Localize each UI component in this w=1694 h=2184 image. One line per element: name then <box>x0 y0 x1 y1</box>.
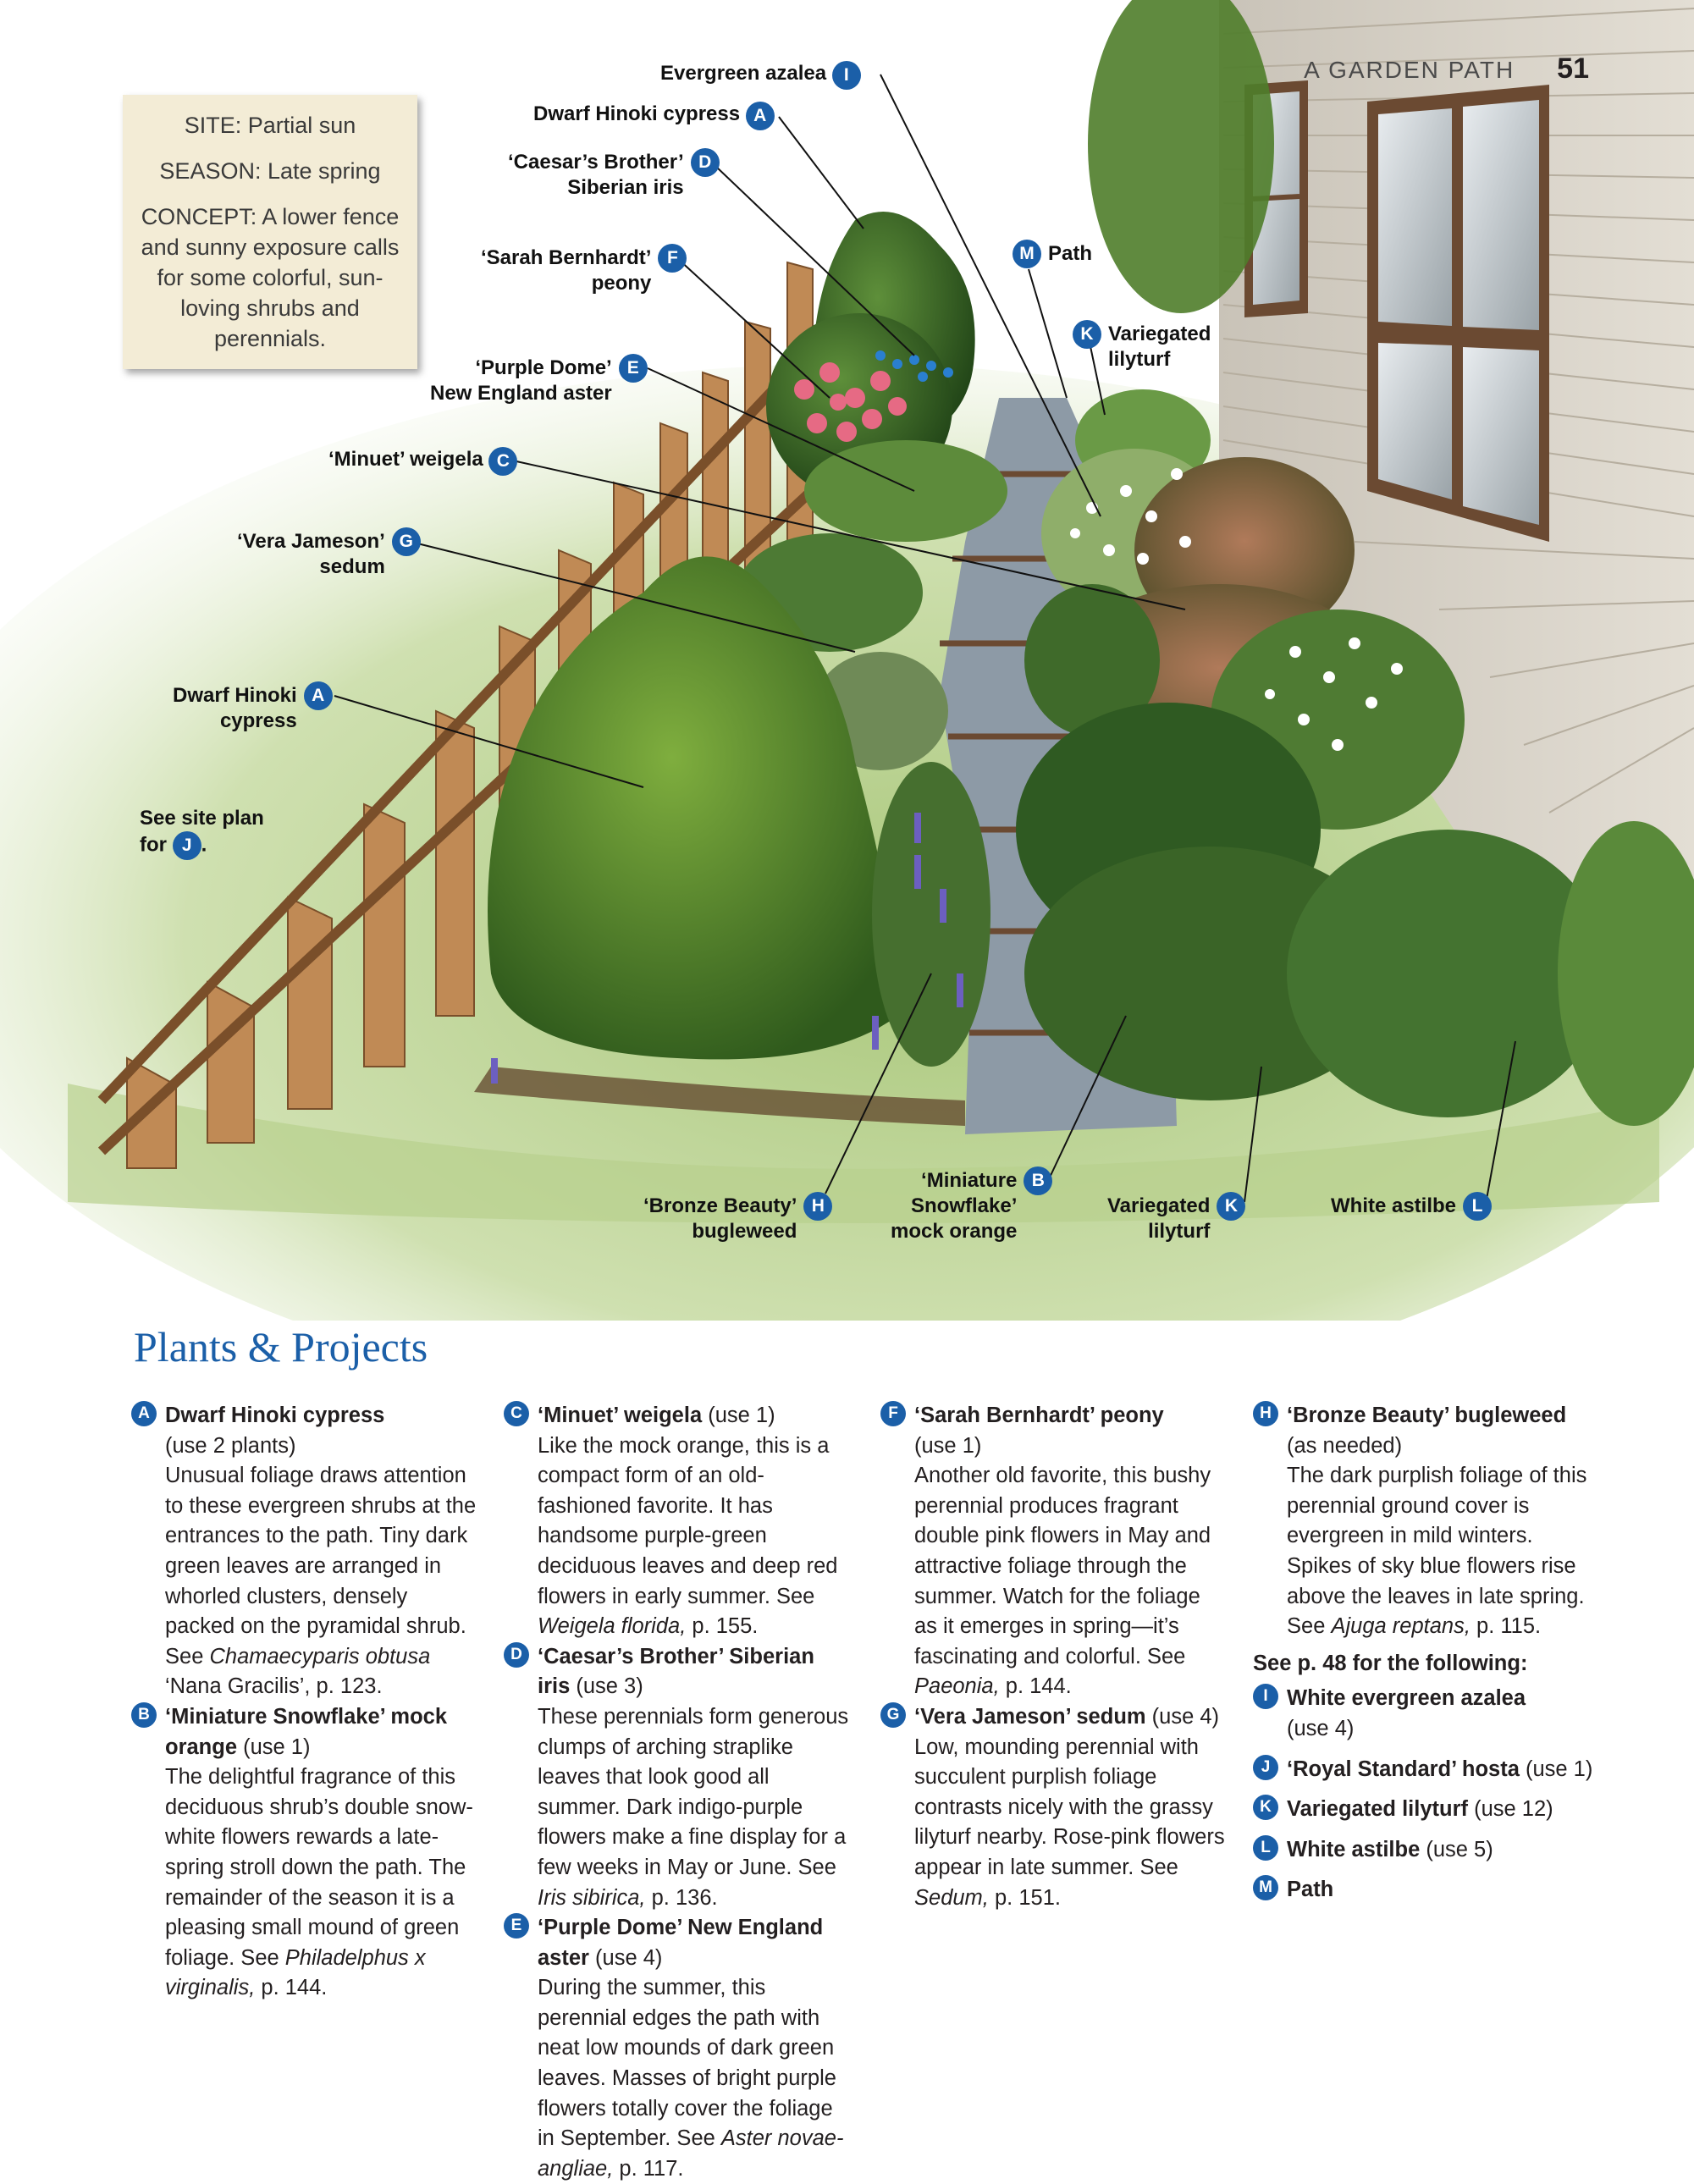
callout-lilyturf-top <box>1073 322 1211 372</box>
callout-dwarf-hinoki-top <box>533 102 775 130</box>
other-plant-j <box>1253 1755 1600 1785</box>
plant-badge: H <box>1253 1401 1278 1426</box>
plant-reference: Iris sibirica, <box>538 1885 646 1910</box>
callout-label-line2: Siberian iris <box>567 176 684 199</box>
callout-peony <box>481 245 687 296</box>
plant-badge: I <box>1253 1684 1278 1709</box>
plant-use: (use 4) <box>588 1945 663 1970</box>
callout-label: Variegated <box>1107 1194 1211 1217</box>
callout-badge: E <box>619 354 648 383</box>
callout-label-line2: bugleweed <box>692 1220 797 1243</box>
section-name: A GARDEN PATH <box>1304 57 1515 83</box>
callout-badge: L <box>1463 1192 1492 1221</box>
callout-label-line3: mock orange <box>891 1220 1018 1243</box>
callout-aster <box>430 356 648 406</box>
plant-use: (as needed) <box>1287 1433 1403 1458</box>
callout-label: White astilbe <box>1331 1194 1457 1217</box>
plant-badge: K <box>1253 1795 1278 1820</box>
plant-reference: Philadelphus x virginalis, <box>165 1945 426 2000</box>
callout-badge: A <box>746 102 775 130</box>
plant-badge: A <box>131 1401 157 1426</box>
callout-astilbe <box>1331 1194 1492 1221</box>
plant-reference-tail: p. 144. <box>255 1976 328 2000</box>
plant-reference: Aster novae-angliae, <box>538 2126 844 2181</box>
section-title: Plants & Projects <box>134 1323 428 1371</box>
callout-path <box>1013 241 1092 268</box>
plant-reference-tail: p. 115. <box>1470 1614 1542 1639</box>
callout-sedum <box>237 529 421 580</box>
plant-description: Another old favorite, this bushy perennial produces fragrant double pink flowers in May and attractive foliage through the summer. Watch for the foliage as it emerges in spring—it’s fascinating and colorful. See <box>914 1464 1211 1668</box>
plant-use: (use 4) <box>1287 1716 1355 1740</box>
callout-label-line2: New England aster <box>430 382 612 405</box>
plant-name: ‘Royal Standard’ hosta <box>1287 1757 1520 1781</box>
callout-label: ‘Miniature <box>921 1169 1018 1192</box>
plant-badge: D <box>504 1642 529 1668</box>
callout-label: ‘Minuet’ weigela <box>328 448 483 471</box>
callout-evergreen-azalea <box>660 61 861 90</box>
plant-name: ‘Miniature Snowflake’ mock orange <box>165 1704 448 1759</box>
callout-badge: F <box>658 244 687 273</box>
plant-entry-f <box>880 1401 1228 1702</box>
callout-badge: D <box>691 148 720 177</box>
plant-entry-h <box>1253 1401 1600 1642</box>
plant-badge: M <box>1253 1875 1278 1900</box>
running-header <box>1304 52 1589 85</box>
plant-name: Dwarf Hinoki cypress <box>165 1404 385 1427</box>
plant-name: ‘Minuet’ weigela <box>538 1404 703 1427</box>
plant-use: (use 2 plants) <box>165 1433 296 1458</box>
callout-siberian-iris <box>508 150 720 201</box>
callout-badge: B <box>1024 1166 1052 1195</box>
plant-name: White astilbe <box>1287 1837 1421 1861</box>
column-3 <box>880 1401 1228 1913</box>
plant-reference-tail: p. 144. <box>999 1674 1072 1699</box>
see-site-plan-line1: See site plan <box>140 807 264 830</box>
plant-entry-e <box>504 1913 851 2184</box>
callout-label: ‘Caesar’s Brother’ <box>508 151 684 174</box>
plant-use: (use 1) <box>1519 1757 1593 1781</box>
plant-entry-b <box>131 1702 478 2004</box>
other-plant-l <box>1253 1835 1600 1866</box>
plant-description: The dark purplish foliage of this perennial ground cover is evergreen in mild winters. Spikes of sky blue flowers rise above the leaves in late spring. See <box>1287 1464 1587 1639</box>
callout-label-line2: Snowflake’ <box>911 1194 1018 1217</box>
plant-badge: L <box>1253 1835 1278 1861</box>
plant-entry-d <box>504 1642 851 1913</box>
callout-badge: C <box>488 447 517 476</box>
season-text: SEASON: Late spring <box>159 158 381 184</box>
see-site-plan-suffix: . <box>201 833 207 857</box>
plant-name: ‘Bronze Beauty’ bugleweed <box>1287 1404 1567 1427</box>
callout-badge: M <box>1013 240 1041 268</box>
plant-use: (use 12) <box>1468 1797 1553 1822</box>
plant-name: ‘Sarah Bernhardt’ peony <box>914 1404 1164 1427</box>
column-4 <box>1253 1401 1600 1916</box>
callout-bugleweed <box>643 1194 832 1244</box>
callout-label: Dwarf Hinoki cypress <box>533 102 741 125</box>
callout-badge: K <box>1073 320 1101 349</box>
plant-description: During the summer, this perennial edges the path with neat low mounds of dark green leaves. Masses of bright purple flowers totally cover the foliage in September. See <box>538 1976 836 2151</box>
callout-label-line2: peony <box>591 272 652 295</box>
see-page-48-heading: See p. 48 for the following: <box>1253 1651 1528 1675</box>
callout-dwarf-hinoki-left <box>173 683 333 734</box>
plant-badge: J <box>1253 1755 1278 1780</box>
plant-reference-tail: p. 117. <box>613 2156 684 2181</box>
plant-use: (use 1) <box>702 1404 775 1427</box>
plant-name: ‘Purple Dome’ New England aster <box>538 1916 824 1970</box>
plant-name: Variegated lilyturf <box>1287 1797 1468 1822</box>
plant-entry-a <box>131 1401 478 1702</box>
callout-label: Path <box>1048 242 1093 265</box>
callout-label: ‘Vera Jameson’ <box>237 530 385 553</box>
other-plant-m <box>1253 1875 1600 1905</box>
plant-description: The delightful fragrance of this deciduous shrub’s double snow-white flowers rewards a late-spring stroll down the path. The remainder of the season it is a pleasing small mound of green foliage. See <box>165 1765 473 1970</box>
other-plant-i <box>1253 1684 1600 1744</box>
plant-use: (use 1) <box>914 1433 982 1458</box>
callout-badge: J <box>173 831 201 860</box>
callout-label-line2: lilyturf <box>1148 1220 1211 1243</box>
plant-badge: B <box>131 1702 157 1728</box>
plant-reference-tail: p. 155. <box>686 1614 759 1639</box>
callout-label: Dwarf Hinoki <box>173 684 297 707</box>
callout-label: Evergreen azalea <box>660 62 827 85</box>
plant-description: Like the mock orange, this is a compact form of an old-fashioned favorite. It has handsome purple-green deciduous leaves and deep red flowers in early summer. See <box>538 1433 838 1608</box>
column-1 <box>131 1401 478 2004</box>
site-text: SITE: Partial sun <box>184 113 356 138</box>
callout-weigela <box>328 447 517 476</box>
callout-label: ‘Sarah Bernhardt’ <box>481 246 652 269</box>
plant-reference-tail: p. 151. <box>988 1885 1061 1910</box>
concept-text: CONCEPT: A lower fence and sunny exposure calls for some colorful, sun-loving shrubs and perennials. <box>141 204 400 351</box>
plant-reference: Paeonia, <box>914 1674 1000 1699</box>
callout-label-line2: lilyturf <box>1108 348 1171 371</box>
plant-use: (use 4) <box>1145 1704 1220 1729</box>
page-number: 51 <box>1557 52 1589 85</box>
plant-badge: G <box>880 1702 906 1728</box>
plant-reference: Chamaecyparis obtusa <box>209 1644 431 1668</box>
plant-list <box>131 1401 1593 2181</box>
callout-label: ‘Purple Dome’ <box>475 356 612 379</box>
callout-mock-orange <box>891 1168 1052 1244</box>
callout-label-line2: cypress <box>219 709 297 732</box>
plant-reference-tail: p. 136. <box>645 1885 718 1910</box>
callout-badge: I <box>832 61 861 90</box>
callout-badge: H <box>803 1192 832 1221</box>
column-2 <box>504 1401 851 2184</box>
callout-label-line2: sedum <box>319 555 385 578</box>
callout-lilyturf-bottom <box>1107 1194 1245 1244</box>
other-plant-k <box>1253 1795 1600 1825</box>
plant-name: ‘Caesar’s Brother’ Siberian iris <box>538 1644 814 1699</box>
callout-label: ‘Bronze Beauty’ <box>643 1194 797 1217</box>
plant-use: (use 5) <box>1420 1837 1493 1861</box>
plant-badge: E <box>504 1913 529 1939</box>
callout-badge: K <box>1217 1192 1245 1221</box>
plant-entry-g <box>880 1702 1228 1913</box>
plant-description: Low, mounding perennial with succulent purplish foliage contrasts nicely with the grassy lilyturf nearby. Rose-pink flowers appear in late summer. See <box>914 1735 1225 1879</box>
plant-reference: Weigela florida, <box>538 1614 687 1639</box>
callout-badge: A <box>304 681 333 710</box>
plant-name: White evergreen azalea <box>1287 1686 1526 1711</box>
plant-badge: C <box>504 1401 529 1426</box>
plant-reference: Sedum, <box>914 1885 989 1910</box>
see-site-plan-note <box>140 806 264 860</box>
callout-label: Variegated <box>1108 323 1211 345</box>
plant-badge: F <box>880 1401 906 1426</box>
plant-reference: Ajuga reptans, <box>1331 1614 1471 1639</box>
plant-reference-tail: ‘Nana Gracilis’, p. 123. <box>165 1674 383 1699</box>
plant-name: ‘Vera Jameson’ sedum <box>914 1704 1146 1729</box>
site-info-box <box>123 95 417 369</box>
see-site-plan-line2: for <box>140 833 167 857</box>
plant-use: (use 1) <box>237 1735 311 1759</box>
plant-name: Path <box>1287 1878 1334 1902</box>
plant-description: These perennials form generous clumps of arching straplike leaves that look good all summer. Dark indigo-purple flowers make a fine display for a few weeks in May or June. See <box>538 1704 849 1879</box>
callout-badge: G <box>392 527 421 556</box>
plant-use: (use 3) <box>570 1674 643 1699</box>
plant-description: Unusual foliage draws attention to these evergreen shrubs at the entrances to the path. Tiny dark green leaves are arranged in whorled clusters, densely packed on the pyramidal shrub. See <box>165 1464 477 1668</box>
plant-entry-c <box>504 1401 851 1642</box>
